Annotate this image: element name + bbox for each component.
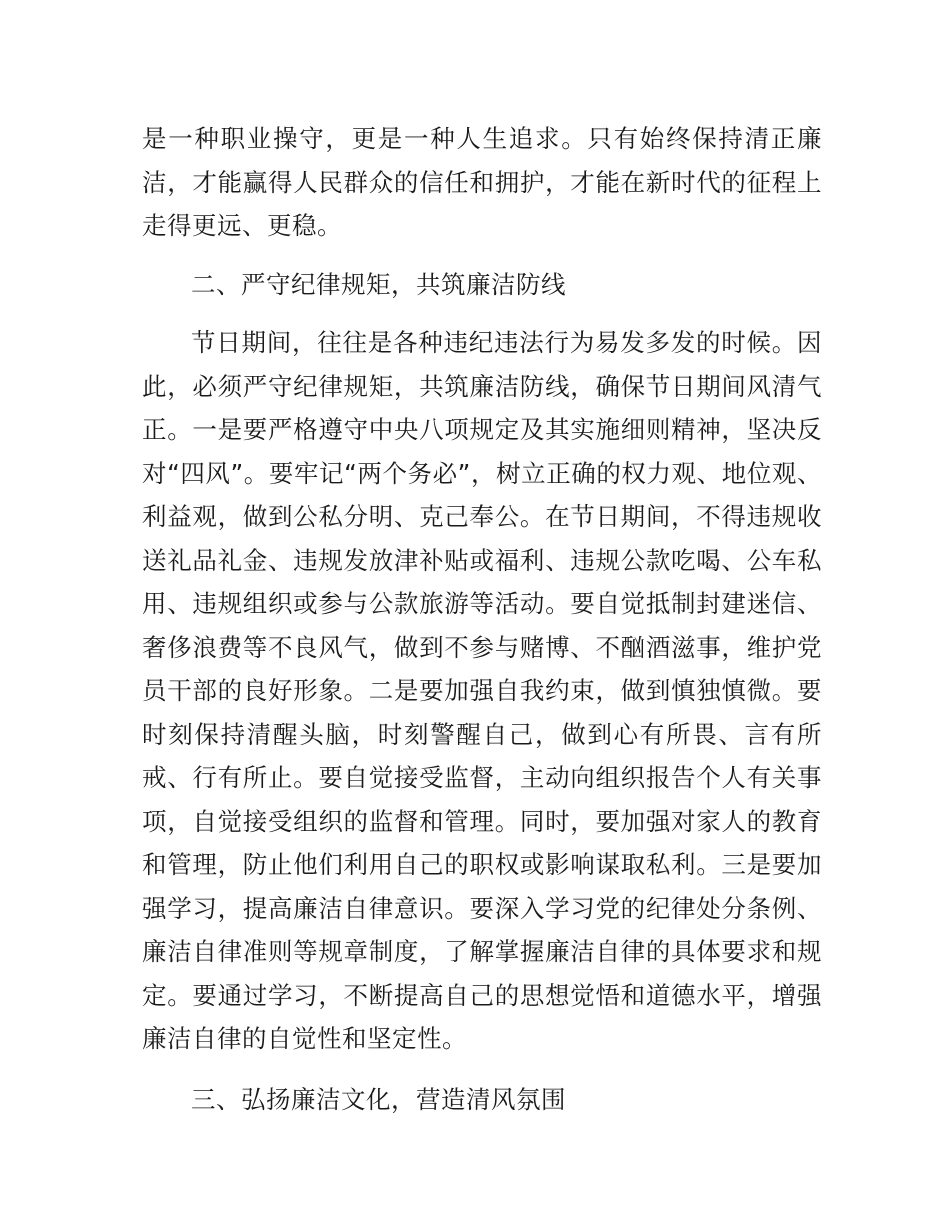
paragraph-spacer bbox=[142, 306, 822, 321]
paragraph-continued: 是一种职业操守，更是一种人生追求。只有始终保持清正廉洁，才能赢得人民群众的信任和拥护，才能在新时代的征程上走得更远、更稳。 bbox=[142, 124, 822, 240]
section-heading-3: 三、弘扬廉洁文化，营造清风氛围 bbox=[191, 1084, 566, 1114]
section-heading-2: 二、严守纪律规矩，共筑廉洁防线 bbox=[191, 269, 566, 299]
paragraph-spacer bbox=[142, 1061, 822, 1078]
document-body bbox=[142, 117, 822, 1121]
paragraph-spacer bbox=[142, 248, 822, 263]
paragraph-body: 节日期间，往往是各种违纪违法行为易发多发的时候。因此，必须严守纪律规矩，共筑廉洁防线，确保节日期间风清气正。一是要严格遵守中央八项规定及其实施细则精神，坚决反对“四风”。要牢记“两个务必”，树立正确的权力观、地位观、利益观，做到公私分明、克己奉公。在节日期间，不得违规收送礼品礼金、违规发放津补贴或福利、违规公款吃喝、公车私用、违规组织或参与公款旅游等活动。要自觉抵制封建迷信、奢侈浪费等不良风气，做到不参与赌博、不酗酒滋事，维护党员干部的良好形象。二是要加强自我约束，做到慎独慎微。要时刻保持清醒头脑，时刻警醒自己，做到心有所畏、言有所戒、行有所止。要自觉接受监督，主动向组织报告个人有关事项，自觉接受组织的监督和管理。同时，要加强对家人的教育和管理，防止他们利用自己的职权或影响谋取私利。三是要加强学习，提高廉洁自律意识。要深入学习党的纪律处分条例、廉洁自律准则等规章制度，了解掌握廉洁自律的具体要求和规定。要通过学习，不断提高自己的思想觉悟和道德水平，增强廉洁自律的自觉性和坚定性。 bbox=[142, 328, 822, 1053]
